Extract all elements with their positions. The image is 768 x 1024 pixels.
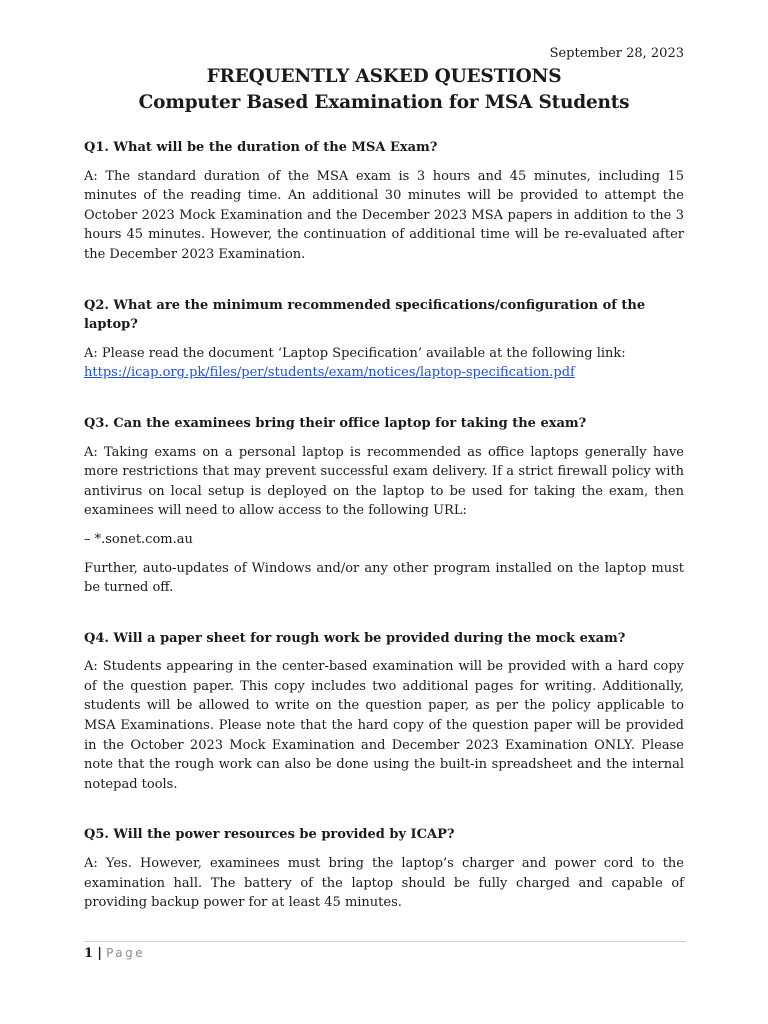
document-date: September 28, 2023 (549, 46, 684, 61)
faq-item-1 (84, 138, 684, 265)
page-footer (84, 941, 686, 963)
faq-answer-3: A: Taking exams on a personal laptop is recommended as office laptops generally have more restrictions that may prevent successful exam delivery. If a strict firewall policy with antivirus on local setup is deployed on the laptop to be used for taking the exam, then examinees will need to allow access to the following URL: (84, 444, 684, 519)
document-title-line2: Computer Based Examination for MSA Students (138, 92, 630, 113)
faq-item-4 (84, 629, 684, 795)
document-page (84, 44, 684, 984)
faq-item-2 (84, 296, 684, 383)
laptop-specification-link[interactable]: https://icap.org.pk/files/per/students/exam/notices/laptop-specification.pdf (84, 365, 575, 381)
faq-answer-5: A: Yes. However, examinees must bring the laptop’s charger and power cord to the examination hall. The battery of the laptop should be fully charged and capable of providing backup power for at least 45 minutes. (84, 856, 684, 911)
faq-answer-3-url: – *.sonet.com.au (84, 531, 193, 547)
page-label: Page (106, 946, 146, 960)
faq-question-2: Q2. What are the minimum recommended specifications/configuration of the laptop? (84, 297, 646, 333)
faq-item-3 (84, 414, 684, 598)
page-number: 1 (84, 946, 94, 961)
faq-question-1: Q1. What will be the duration of the MSA Exam? (84, 140, 438, 155)
document-title-line1: FREQUENTLY ASKED QUESTIONS (206, 66, 562, 87)
faq-answer-3-extra: Further, auto-updates of Windows and/or any other program installed on the laptop must be turned off. (84, 560, 684, 596)
faq-question-3: Q3. Can the examinees bring their office laptop for taking the exam? (84, 415, 587, 431)
faq-item-5 (84, 825, 684, 912)
faq-answer-1: A: The standard duration of the MSA exam is 3 hours and 45 minutes, including 15 minutes of the reading time. An additional 30 minutes will be provided to attempt the October 2023 Mock Examination and the December 2023 MSA papers in addition to the 3 hours 45 minutes. However, the continuation of additional time will be re-evaluated after the December 2023 Examination. (84, 168, 684, 262)
faq-question-5: Q5. Will the power resources be provided by ICAP? (84, 827, 455, 843)
faq-answer-2-text: A: Please read the document ‘Laptop Specification’ available at the following link: (84, 345, 626, 361)
faq-answer-2 (84, 344, 684, 383)
faq-question-4: Q4. Will a paper sheet for rough work be provided during the mock exam? (84, 630, 626, 646)
faq-answer-4: A: Students appearing in the center-based examination will be provided with a hard copy of the question paper. This copy includes two additional pages for writing. Additionally, students will be allowed to write on the question paper, as per the policy applicable to MSA Examinations. Please note that the hard copy of the question paper will be provided in the October 2023 Mock Examination and December 2023 Examination ONLY. Please note that the rough work can also be done using the built-in spreadsheet and the internal notepad tools. (84, 659, 684, 792)
footer-separator: | (97, 946, 102, 961)
